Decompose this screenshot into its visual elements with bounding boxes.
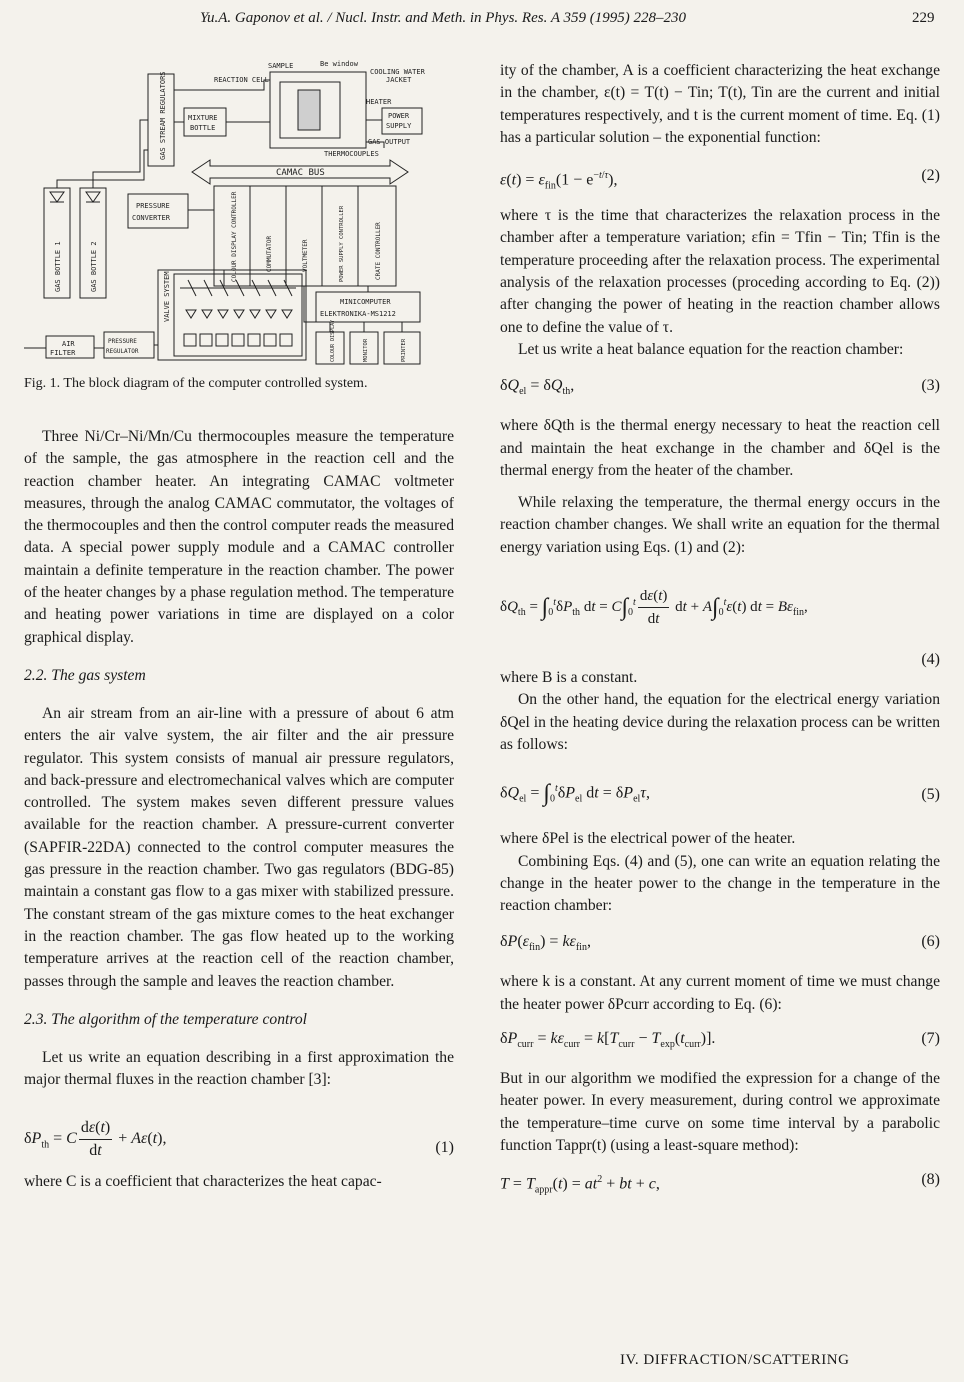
page-number: 229: [912, 10, 935, 26]
label-printer: PRINTER: [401, 338, 407, 362]
equation-4: $\delta Q_{th} = \int_0^t\delta P_{th}$ dt = $C\int_0^t$ $\frac{d\varepsilon(t)}{dt}$ dt + $A\int_0^t\varepsilon(t)$ dt = $B\varepsilon_{fin}$, (4): [500, 577, 940, 655]
label-camac-bus: CAMAC BUS: [276, 168, 325, 178]
paragraph: where C is a coefficient that characterizes the heat capac-: [24, 1173, 382, 1191]
label-monitor: MONITOR: [363, 338, 369, 362]
label-cooling-water: COOLING WATER: [370, 68, 425, 76]
equation-number: (4): [921, 651, 940, 669]
label-jacket: JACKET: [386, 76, 412, 84]
paragraph: where k is a constant. At any current moment of time we must change the heater power δPcurr according to Eq. (6):: [500, 973, 940, 1013]
valve-row-1: [180, 280, 296, 296]
label-bottle: BOTTLE: [190, 124, 216, 132]
equation-7: $\delta P_{curr} = k\varepsilon_{curr} = k[T_{curr} - T_{exp}(t_{curr})]$. (7): [500, 1030, 940, 1051]
equation-number: (2): [921, 167, 940, 185]
equation-3: $\delta Q_{el} = \delta Q_{th}$, (3): [500, 377, 940, 398]
paragraph: Let us write an equation describing in a first approximation the major thermal fluxes in the reaction chamber [3]:: [24, 1048, 454, 1089]
label-converter: CONVERTER: [132, 214, 170, 222]
left-column: [24, 60, 454, 1194]
label-crate-controller: CRATE CONTROLLER: [375, 222, 382, 280]
paragraph: where τ is the time that characterizes the relaxation process in the chamber after a temperature variation; εfin = Tfin − Tin; Tfin is the temperature proceeding after the relaxation process. The experimental analysis of the relaxation processes (proceding according to Eq. (2)) after changing the power of heating in the reaction chamber allows one to define the value of τ.: [500, 207, 940, 336]
equation-number: (1): [435, 1139, 454, 1157]
label-gas-bottle-2: GAS BOTTLE 2: [90, 241, 98, 292]
paragraph: On the other hand, the equation for the electrical energy variation δQel in the heating device during the relaxation process can be written as follows:: [500, 691, 940, 753]
label-filter: FILTER: [50, 349, 76, 357]
label-mixture: MIXTURE: [188, 114, 218, 122]
label-gas-bottle-1: GAS BOTTLE 1: [54, 241, 62, 292]
equation-number: (5): [921, 786, 940, 804]
equation-number: (3): [921, 377, 940, 395]
label-minicomputer: MINICOMPUTER: [340, 298, 391, 306]
paragraph: An air stream from an air-line with a pressure of about 6 atm enters the air valve system, the air filter and the air pressure regulator. This system consists of manual air pressure regulators, and back-pressure and electromechanical valves which are computer controlled. The system makes seven different pressure values available for the reaction chamber. A pressure-current converter (SAPFIR-22DA) connected to the control computer measures the gas pressure in the reaction chamber. Two gas regulators (BDG-85) maintain a constant gas flow to a gas mixer with stabilized pressure. The constant stream of the gas mixture comes to the heat exchanger in the reaction chamber. The gas flow heated up to the working temperature arrives at the reaction cell of the reaction chamber, passes through the sample and leaves the reaction chamber.: [24, 704, 454, 990]
equation-number: (7): [921, 1030, 940, 1048]
sample-box: [298, 90, 320, 130]
label-be-window: Be window: [320, 60, 358, 68]
label-reaction-cell: REACTION CELL: [214, 76, 269, 84]
equation-2: $\varepsilon(t) = \varepsilon_{fin}(1 - e^{-t/\tau})$, (2): [500, 167, 940, 192]
label-colour-display: COLOUR DISPLAY: [330, 319, 336, 362]
section-heading: 2.2. The gas system: [24, 666, 146, 684]
label-gas-stream-regulators: GAS STREAM REGULATORS: [159, 71, 167, 160]
label-air: AIR: [62, 340, 75, 348]
label-valve-system: VALVE SYSTEM: [163, 271, 171, 322]
right-column: [500, 60, 940, 1209]
label-heater: HEATER: [366, 98, 392, 106]
label-commutator: COMMUTATOR: [266, 235, 273, 272]
label-pressure: PRESSURE: [136, 202, 170, 210]
label-sample: SAMPLE: [268, 62, 294, 70]
equation-1: $\delta P_{th} = C$ $\frac{d\varepsilon(t)}{dt}$ + Aε(t), (1): [24, 1119, 454, 1160]
equation-6: $\delta P(\varepsilon_{fin}) = k\varepsilon_{fin}$, (6): [500, 933, 940, 954]
equation-number: (8): [921, 1171, 940, 1189]
label-thermocouples: THERMOCOUPLES: [324, 150, 379, 158]
label-pressure-2: PRESSURE: [108, 338, 137, 345]
label-regulator: REGULATOR: [106, 348, 139, 355]
valve-row-3: [184, 334, 292, 346]
block-diagram: [24, 60, 454, 370]
paragraph: where B is a constant.: [500, 669, 638, 687]
section-footer: IV. DIFFRACTION/SCATTERING: [620, 1352, 850, 1368]
label-power: POWER: [388, 112, 410, 120]
paragraph: But in our algorithm we modified the expression for a change of the heater power. In every measurement, during control we approximate the temperature–time curve on some time interval by a parabolic function Tappr(t) (using a least-square method):: [500, 1070, 940, 1154]
paragraph: While relaxing the temperature, the thermal energy occurs in the reaction chamber changes. We shall write an equation for the thermal energy variation using Eqs. (1) and (2):: [500, 494, 940, 556]
label-colour-display-controller: COLOUR DISPLAY CONTROLLER: [231, 191, 238, 282]
journal-citation: Yu.A. Gaponov et al. / Nucl. Instr. and Meth. in Phys. Res. A 359 (1995) 228–230: [200, 10, 686, 26]
valve-row-2: [186, 310, 292, 318]
paragraph: Three Ni/Cr–Ni/Mn/Cu thermocouples measure the temperature of the sample, the gas atmosphere in the reaction cell and the reaction chamber heater. An integrating CAMAC voltmeter measures, through the analog CAMAC commutator, the voltages of the thermocouples and then the control computer reads the measured data. A special power supply module and a CAMAC controller maintain a definite temperature in the reaction chamber. The power of the heater changes by a phase regulation method. The temperature and heating power variations in time are displayed on a color graphical display.: [24, 428, 454, 646]
figure-caption: Fig. 1. The block diagram of the computer controlled system.: [24, 376, 368, 391]
paragraph: ity of the chamber, A is a coefficient characterizing the heat exchange in the chamber, ε(t) = T(t) − Tin; T(t), Tin are the current and initial temperatures respectively, and t is the current moment of time. Eq. (1) has a particular solution – the exponential function:: [500, 62, 940, 146]
label-supply: SUPPLY: [386, 122, 412, 130]
section-heading: 2.3. The algorithm of the temperature control: [24, 1010, 307, 1028]
equation-8: $T = T_{appr}(t) = at^2$ + bt + c, (8): [500, 1171, 940, 1196]
label-gas-output: GAS OUTPUT: [368, 138, 411, 146]
paragraph: Combining Eqs. (4) and (5), one can write an equation relating the change in the heater power to the change in the temperature in the reaction chamber:: [500, 852, 940, 915]
equation-number: (6): [921, 933, 940, 951]
paragraph: Let us write a heat balance equation for the reaction chamber:: [518, 340, 904, 358]
equation-5: $\delta Q_{el} = \int_0^t\delta P_{el}$ dt = $\delta P_{el}\tau$, (5): [500, 780, 940, 807]
label-power-supply-controller: POWER SUPPLY CONTROLLER: [339, 205, 345, 282]
paragraph: where δPel is the electrical power of the heater.: [500, 830, 796, 848]
paragraph: where δQth is the thermal energy necessary to heat the reaction cell and maintain the heat exchange in the chamber and δQel is the thermal energy from the heater of the chamber.: [500, 417, 940, 479]
figure-1: [24, 60, 454, 370]
pressure-converter-box: [128, 194, 188, 228]
label-elektronika: ELEKTRONIKA-MS1212: [320, 310, 396, 318]
label-voltmeter: VOLTMETER: [302, 239, 309, 272]
running-header: [0, 6, 964, 30]
